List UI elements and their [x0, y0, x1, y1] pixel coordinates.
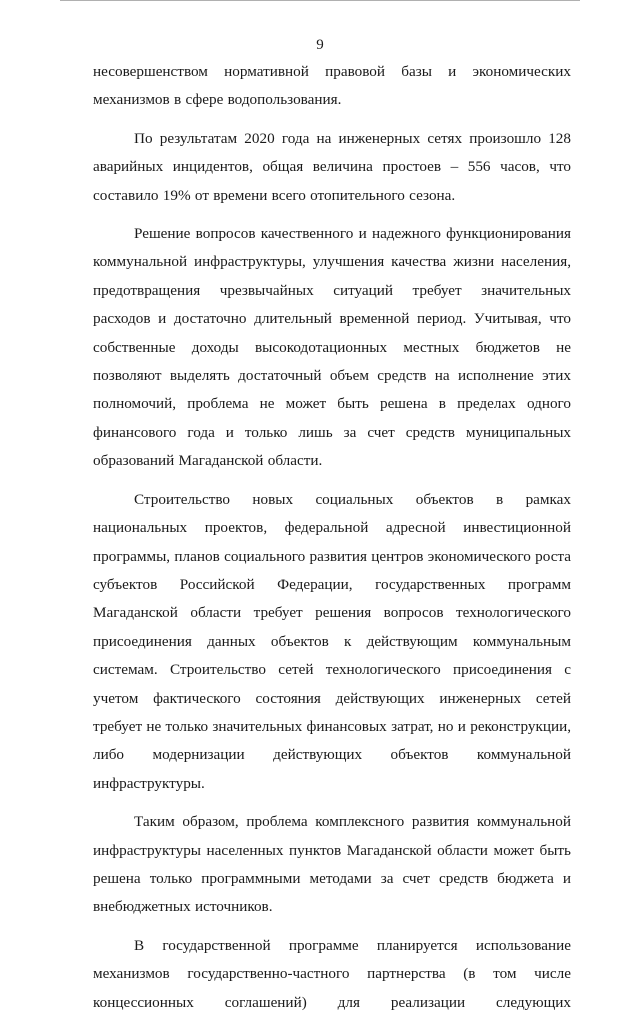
top-border-line [60, 0, 580, 1]
paragraph-incidents-2020: По результатам 2020 года на инженерных сетях произошло 128 аварийных инцидентов, общая величина простоев – 556 часов, что составило 19% от времени всего отопительного сезона. [93, 129, 571, 204]
document-body [93, 58, 571, 1017]
paragraph-infrastructure-funding: Решение вопросов качественного и надежного функционирования коммунальной инфраструктуры, улучшения качества жизни населения, предотвращения чрезвычайных ситуаций требует значительных расходов и достаточно длительный временной период. Учитывая, что собственные доходы высокодотационных местных бюджетов не позволяют выделять достаточный объем средств на исполнение этих полномочий, проблема не может быть решена в пределах одного финансового года и только лишь за счет средств муниципальных образований Магаданской области. [93, 225, 571, 470]
paragraph-program-methods: Таким образом, проблема комплексного развития коммунальной инфраструктуры населенных пунктов Магаданской области может быть решена только программными методами за счет средств бюджета и внебюджетных источников. [93, 813, 571, 916]
paragraph-public-private-partnership: В государственной программе планируется использование механизмов государственно-частного партнерства (в том числе концессионных соглашений) для реализации следующих [93, 936, 571, 1011]
page-number: 9 [316, 37, 324, 53]
paragraph-social-objects-construction: Строительство новых социальных объектов в рамках национальных проектов, федеральной адресной инвестиционной программы, планов социального развития центров экономического роста субъектов Российской Федерации, государственных программ Магаданской области требует решения вопросов технологического присоединения данных объектов к действующим коммунальным системам. Строительство сетей технологического присоединения с учетом фактического состояния действующих инженерных сетей требует не только значительных финансовых затрат, но и реконструкции, либо модернизации действующих объектов коммунальной инфраструктуры. [93, 490, 571, 792]
paragraph-continuation: несовершенством нормативной правовой базы и экономических механизмов в сфере водопользования. [93, 63, 571, 109]
